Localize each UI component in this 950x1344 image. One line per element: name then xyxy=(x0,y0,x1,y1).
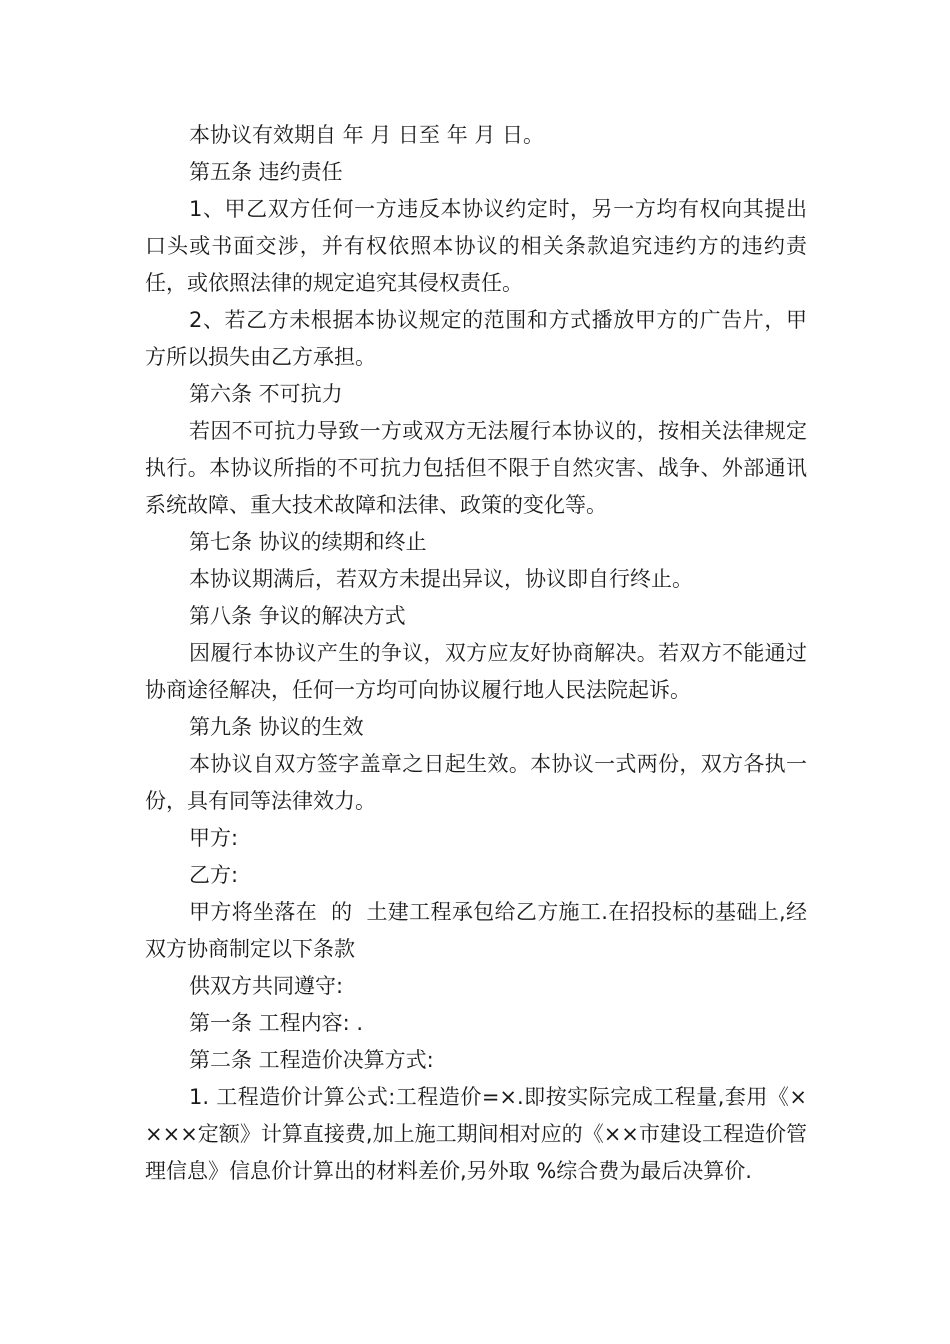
article-7-body: 本协议期满后，若双方未提出异议，协议即自行终止。 xyxy=(189,567,693,591)
article-6-body: 若因不可抗力导致一方或双方无法履行本协议的，按相关法律规定执行。本协议所指的不可抗力包括但不限于自然灾害、战争、外部通讯系统故障、重大技术故障和法律、政策的变化等。 xyxy=(145,419,807,517)
article-2-heading: 第二条 工程造价决算方式: xyxy=(189,1048,434,1072)
article-9-heading: 第九条 协议的生效 xyxy=(189,715,364,739)
article-6-heading: 第六条 不可抗力 xyxy=(189,382,343,406)
article-1-heading: 第一条 工程内容: . xyxy=(189,1011,364,1035)
article-5-heading: 第五条 违约责任 xyxy=(189,160,343,184)
party-b-label: 乙方: xyxy=(189,863,239,887)
article-7-heading: 第七条 协议的续期和终止 xyxy=(189,530,427,554)
article-9-body: 本协议自双方签字盖章之日起生效。本协议一式两份，双方各执一份，具有同等法律效力。 xyxy=(145,752,807,813)
party-a-label: 甲方: xyxy=(189,826,239,850)
article-5-clause-2: 2、若乙方未根据本协议规定的范围和方式播放甲方的广告片，甲方所以损失由乙方承担。 xyxy=(145,308,807,369)
document-body xyxy=(145,117,807,1190)
compliance-statement: 供双方共同遵守: xyxy=(189,974,344,998)
contract-preamble: 甲方将坐落在 的 土建工程承包给乙方施工.在招投标的基础上,经双方协商制定以下条款 xyxy=(145,900,807,961)
article-5-clause-1: 1、甲乙双方任何一方违反本协议约定时，另一方均有权向其提出口头或书面交涉，并有权依照本协议的相关条款追究违约方的违约责任，或依照法律的规定追究其侵权责任。 xyxy=(145,197,807,295)
article-8-body: 因履行本协议产生的争议，双方应友好协商解决。若双方不能通过协商途径解决，任何一方均可向协议履行地人民法院起诉。 xyxy=(145,641,807,702)
validity-period-paragraph: 本协议有效期自 年 月 日至 年 月 日。 xyxy=(189,123,545,147)
article-8-heading: 第八条 争议的解决方式 xyxy=(189,604,406,628)
article-2-clause-1: 1. 工程造价计算公式:工程造价=×.即按实际完成工程量,套用《××××定额》计算直接费,加上施工期间相对应的《××市建设工程造价管理信息》信息价计算出的材料差价,另外取 %综合费为最后决算价. xyxy=(145,1085,807,1183)
